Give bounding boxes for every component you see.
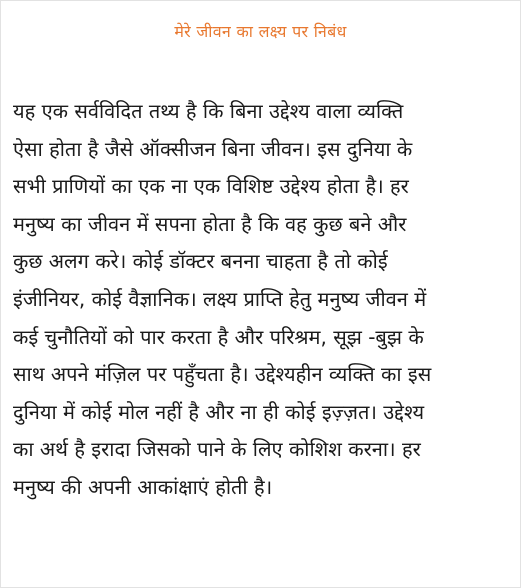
essay-line: मनुष्य की अपनी आकांक्षाएं होती है।	[13, 474, 273, 499]
essay-line: साथ अपने मंज़िल पर पहुँचता है। उद्देश्यहीन व्यक्ति का इस	[13, 362, 432, 387]
essay-line: ऐसा होता है जैसे ऑक्सीजन बिना जीवन। इस दुनिया के	[13, 136, 413, 161]
essay-line: कई चुनौतियों को पार करता है और परिश्रम, सूझ -बुझ के	[13, 324, 424, 349]
essay-line: मनुष्य का जीवन में सपना होता है कि वह कुछ बने और	[13, 211, 407, 236]
essay-body	[13, 93, 513, 507]
essay-line: कुछ अलग करे। कोई डॉक्टर बनना चाहता है तो कोई	[13, 249, 388, 274]
essay-line: यह एक सर्वविदित तथ्य है कि बिना उद्देश्य वाला व्यक्ति	[13, 99, 404, 123]
essay-line: का अर्थ है इरादा जिसको पाने के लिए कोशिश करना। हर	[13, 437, 421, 462]
essay-line: इंजीनियर, कोई वैज्ञानिक। लक्ष्य प्राप्ति हेतु मनुष्य जीवन में	[13, 286, 427, 311]
essay-title: मेरे जीवन का लक्ष्य पर निबंध	[174, 22, 347, 41]
essay-line: सभी प्राणियों का एक ना एक विशिष्ट उद्देश्य होता है। हर	[13, 174, 409, 199]
essay-line: दुनिया में कोई मोल नहीं है और ना ही कोई इज़्ज़त। उद्देश्य	[13, 399, 425, 424]
